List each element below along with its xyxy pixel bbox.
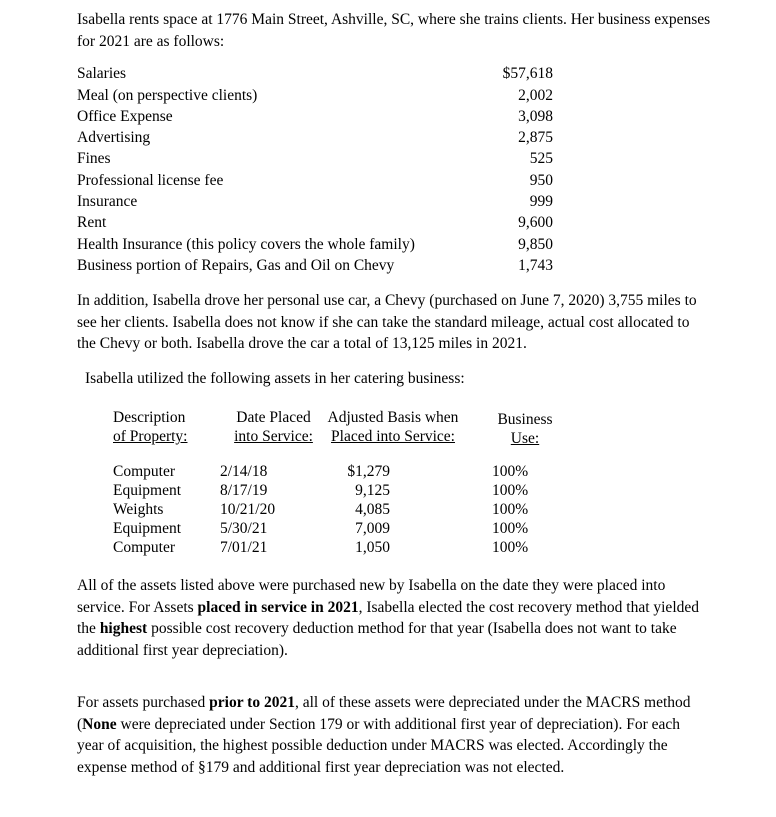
expense-amount: 3,098	[518, 108, 553, 125]
header-basis	[321, 408, 465, 446]
expense-label: Meal (on perspective clients)	[77, 87, 258, 104]
cell-description: Equipment	[113, 482, 182, 499]
cell-basis: 1,050	[355, 539, 390, 556]
cell-basis: 7,009	[355, 520, 390, 537]
cell-date: 10/21/20	[220, 501, 276, 518]
expense-label: Salaries	[77, 65, 127, 82]
text-segment: possible cost recovery deduction method for that year (Isabella does not want to take additional first year depreciation).	[77, 620, 677, 659]
cell-description: Weights	[113, 501, 164, 518]
cell-basis: 9,125	[355, 482, 390, 499]
cell-date: 2/14/18	[220, 463, 268, 480]
bold-segment: None	[82, 715, 117, 733]
prior-to-2021-paragraph	[77, 692, 707, 778]
expense-label: Office Expense	[77, 108, 173, 125]
text-segment: , all of these assets were depreciated under the MACRS method (	[77, 694, 691, 733]
expense-label: Business portion of Repairs, Gas and Oil on Chevy	[77, 257, 395, 274]
expense-amount: 9,600	[518, 214, 553, 231]
header-use-line2: Use:	[510, 430, 540, 447]
car-paragraph: In addition, Isabella drove her personal use car, a Chevy (purchased on June 7, 2020) 3,755 miles to see her clients. Isabella does not know if she can take the standard mileage, actual cost allocated to the Chevy or both. Isabella drove the car a total of 13,125 miles in 2021.	[77, 292, 697, 352]
bold-segment: placed in service in 2021	[197, 598, 359, 616]
expense-amount: 1,743	[518, 257, 553, 274]
text-segment: For assets purchased	[77, 694, 210, 711]
cell-use: 100%	[492, 539, 529, 556]
text-segment: were depreciated under Section 179 or with additional first year of depreciation). For each year of acquisition, the highest possible deduction under MACRS was elected. Accordingly the expense method of §179 and additional first year depreciation was not elected.	[77, 715, 681, 776]
expense-amount: 2,875	[518, 129, 553, 146]
expense-label: Rent	[77, 214, 107, 231]
cell-date: 5/30/21	[220, 520, 268, 537]
cell-description: Equipment	[113, 520, 182, 537]
expense-amount: 2,002	[518, 87, 553, 104]
header-description-line1: Description	[113, 409, 186, 426]
cell-basis: 4,085	[355, 501, 390, 518]
bold-segment: highest	[99, 620, 148, 637]
expense-label: Advertising	[77, 129, 151, 146]
cell-use: 100%	[492, 482, 529, 499]
expense-amount: 950	[529, 172, 553, 189]
text-segment: All of the assets listed above were purchased new by Isabella on the date they were placed into service. For Assets	[77, 577, 666, 616]
intro-paragraph: Isabella rents space at 1776 Main Street, Ashville, SC, where she trains clients. Her business expenses for 2021 are as follows:	[77, 11, 711, 50]
cell-description: Computer	[113, 463, 175, 480]
placed-in-2021-paragraph	[77, 575, 707, 661]
cell-date: 7/01/21	[220, 539, 268, 556]
header-use-line1: Business	[497, 411, 553, 428]
header-date-line2: into Service:	[234, 428, 313, 445]
header-date	[227, 408, 320, 446]
expense-amount: 525	[529, 150, 553, 167]
cell-basis: $1,279	[347, 463, 390, 480]
header-date-line1: Date Placed	[236, 409, 311, 426]
header-description	[113, 408, 187, 446]
expense-amount: 999	[529, 193, 553, 210]
cell-use: 100%	[492, 501, 529, 518]
header-description-line2: of Property:	[113, 428, 188, 445]
assets-intro: Isabella utilized the following assets in her catering business:	[85, 370, 465, 387]
expense-amount: $57,618	[502, 65, 553, 82]
header-basis-line2: Placed into Service:	[331, 428, 455, 445]
cell-use: 100%	[492, 520, 529, 537]
bold-segment: prior to 2021	[209, 694, 295, 711]
expense-label: Fines	[77, 150, 111, 167]
expense-amount: 9,850	[518, 236, 553, 253]
expense-label: Insurance	[77, 193, 138, 210]
expense-label: Health Insurance (this policy covers the whole family)	[77, 236, 415, 253]
cell-date: 8/17/19	[220, 482, 268, 499]
text-segment: , Isabella elected the cost recovery method that yielded the	[77, 598, 700, 637]
cell-use: 100%	[492, 463, 529, 480]
expense-label: Professional license fee	[77, 172, 224, 189]
header-basis-line1: Adjusted Basis when	[327, 409, 459, 426]
cell-description: Computer	[113, 539, 175, 556]
header-use	[490, 410, 560, 448]
